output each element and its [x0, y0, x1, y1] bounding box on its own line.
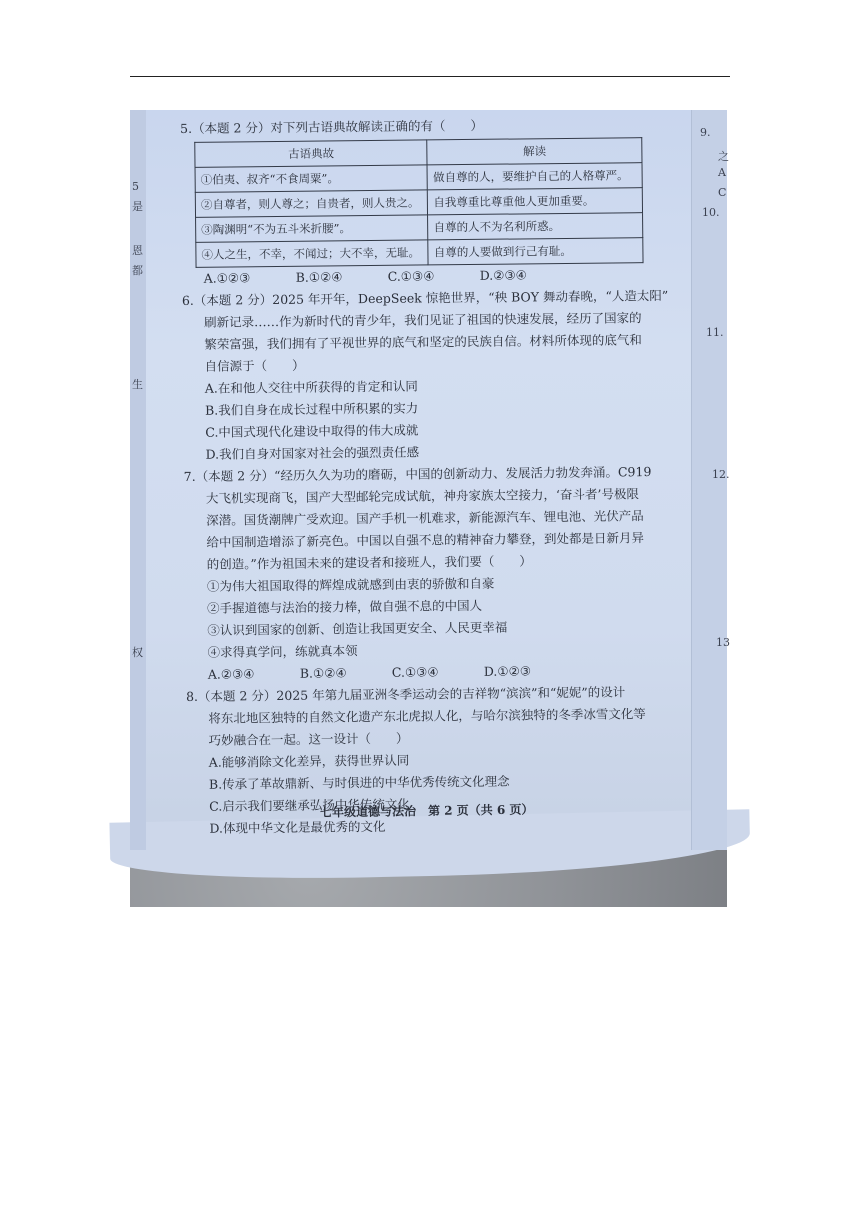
- q8-option-c: C.启示我们要继承弘扬中华传统文化: [209, 796, 410, 814]
- q8-stem-line: 8.（本题 2 分）2025 年第九届亚洲冬季运动会的吉祥物“滨滨”和“妮妮”的设计: [185, 684, 626, 704]
- q6-option-b: B.我们自身在成长过程中所积累的实力: [204, 400, 419, 418]
- right-margin-char: 9.: [700, 126, 711, 139]
- q7-statement: ①为伟大祖国取得的辉煌成就感到由衷的骄傲和自豪: [206, 575, 495, 594]
- right-margin-char: C: [718, 186, 727, 199]
- right-margin-char: 13: [716, 636, 730, 649]
- q6-option-c: C.中国式现代化建设中取得的伟大成就: [205, 422, 419, 440]
- table-header: 解读: [427, 138, 642, 165]
- right-margin-char: 10.: [702, 206, 720, 219]
- q7-statement: ②手握道德与法治的接力棒，做自强不息的中国人: [207, 597, 483, 616]
- left-margin-char: 是: [132, 200, 143, 213]
- left-margin-char: 权: [132, 646, 143, 659]
- q7-stem-line: 7.（本题 2 分）“经历久久为功的磨砺，中国的创新动力、发展活力勃发奔涌。C919: [183, 464, 652, 484]
- table-cell: 自尊的人不为名利所惑。: [428, 213, 643, 240]
- right-margin-char: 之: [718, 150, 729, 163]
- left-margin-char: 恩: [132, 244, 143, 257]
- top-rule: [130, 76, 730, 77]
- table-header: 古语典故: [195, 140, 428, 167]
- q6-stem-line: 自信源于（ ）: [204, 357, 305, 374]
- left-margin-char: 生: [132, 378, 143, 391]
- table-cell: ④人之生，不幸，不闻过；大不幸，无耻。: [196, 240, 429, 267]
- right-margin-char: 12.: [712, 468, 730, 481]
- q7-statement: ④求得真学问，练就真本领: [207, 643, 358, 660]
- left-page-strip: [130, 110, 146, 850]
- q7-statement: ③认识到国家的创新、创造让我国更安全、人民更幸福: [207, 619, 508, 638]
- left-margin-char: 5: [132, 180, 139, 193]
- table-cell: 自我尊重比尊重他人更加重要。: [428, 188, 643, 215]
- q6-stem-line: 6.（本题 2 分）2025 年开年，DeepSeek 惊艳世界，“秧 BOY 舞动春晚，“人造太阳”: [181, 287, 669, 308]
- right-margin-char: A: [718, 166, 726, 179]
- q7-stem-line: 深潜。国货潮牌广受欢迎。国产手机一机难求，新能源汽车、锂电池、光伏产品: [206, 508, 644, 528]
- table-cell: ②自尊者，则人尊之；自贵者，则人贵之。: [195, 190, 428, 217]
- q5-quote-table: [194, 137, 643, 268]
- left-margin-char: 都: [132, 264, 143, 277]
- table-cell: ①伯夷、叔齐“不食周粟”。: [195, 165, 428, 192]
- q7-stem-line: 的创造。”作为祖国未来的建设者和接班人，我们要（ ）: [206, 553, 532, 572]
- right-margin-char: 11.: [706, 326, 724, 339]
- q5-option-c: C.①③④: [387, 268, 435, 284]
- q5-stem: 5.（本题 2 分）对下列古语典故解读正确的有（ ）: [180, 117, 483, 136]
- q6-stem-line: 繁荣富强，我们拥有了平视世界的底气和坚定的民族自信。材料所体现的底气和: [204, 332, 642, 352]
- q5-option-b: B.①②④: [295, 269, 343, 285]
- q5-option-a: A.①②③: [203, 270, 251, 286]
- question-content: [180, 113, 678, 840]
- q7-stem-line: 大飞机实现商飞，国产大型邮轮完成试航，神舟家族太空接力，‘奋斗者’号极限: [205, 486, 639, 506]
- q5-option-d: D.②③④: [479, 267, 527, 283]
- q8-stem-line: 将东北地区独特的自然文化遗产东北虎拟人化，与哈尔滨独特的冬季冰雪文化等: [208, 706, 646, 726]
- q7-option-d: D.①②③: [483, 663, 532, 679]
- q6-option-d: D.我们自身对国家对社会的强烈责任感: [205, 444, 420, 462]
- q8-option-b: B.传承了革故鼎新、与时俱进的中华优秀传统文化理念: [208, 773, 510, 792]
- q7-option-a: A.②③④: [207, 666, 255, 682]
- table-cell: 做自尊的人，要维护自己的人格尊严。: [427, 163, 642, 190]
- q6-option-a: A.在和他人交往中所获得的肯定和认同: [204, 378, 418, 396]
- q6-stem-line: 刷新记录……作为新时代的青少年，我们见证了祖国的快速发展，经历了国家的: [204, 310, 642, 330]
- q7-option-b: B.①②④: [299, 665, 347, 681]
- page-footer: 七年级道德与法治 第 2 页（共 6 页）: [319, 802, 534, 820]
- q8-option-a: A.能够消除文化差异，获得世界认同: [208, 752, 410, 770]
- table-cell: ③陶渊明“不为五斗米折腰”。: [196, 215, 429, 242]
- q7-stem-line: 给中国制造增添了新亮色。中国以自强不息的精神奋力攀登，到处都是日新月异: [206, 530, 645, 550]
- exam-photo: [130, 110, 730, 907]
- table-cell: 自尊的人要做到行己有耻。: [428, 238, 643, 265]
- q8-option-d: D.体现中华文化是最优秀的文化: [209, 818, 386, 836]
- q8-stem-line: 巧妙融合在一起。这一设计（ ）: [208, 730, 409, 748]
- q7-option-c: C.①③④: [391, 664, 439, 680]
